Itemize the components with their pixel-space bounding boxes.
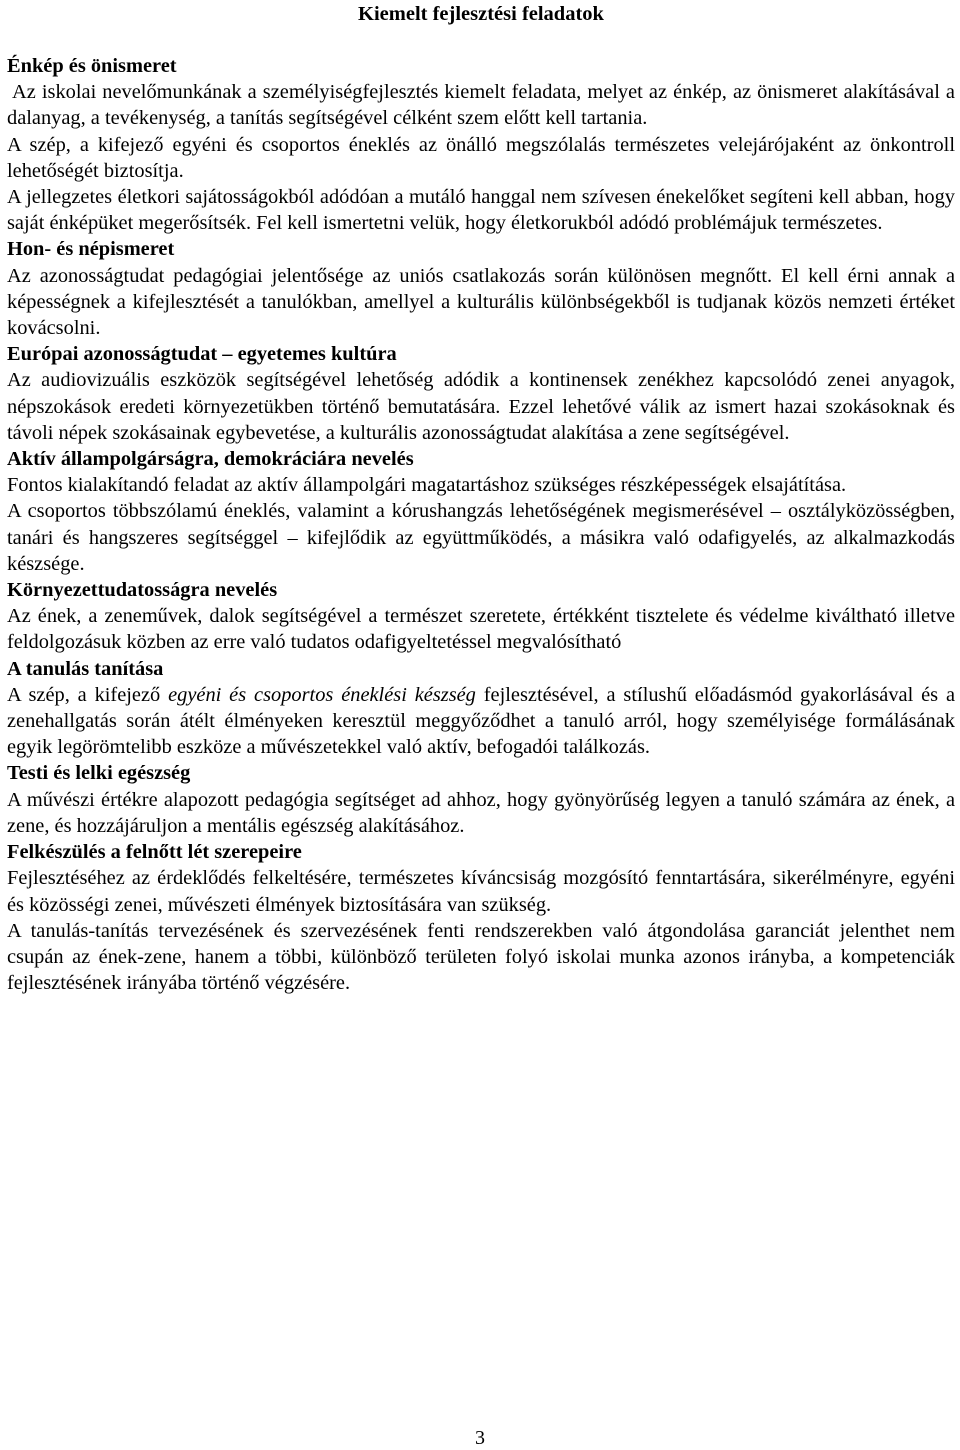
section-heading: Felkészülés a felnőtt lét szerepeire [7,841,302,864]
paragraph: Fejlesztéséhez az érdeklődés felkeltésére, természetes kíváncsiság mozgósító fenntartására, sikerélményre, egyéni és közösségi zenei, művészeti élmények biztosítására van szükség. [7,867,955,916]
paragraph: A művészi értékre alapozott pedagógia segítséget ad ahhoz, hogy gyönyörűség legyen a tanuló számára az ének, a zene, és hozzájáruljon a mentális egészség alakításához. [7,788,955,837]
section-felkeszules-felnott-let [7,839,955,996]
paragraph-text-start: A szép, a kifejező [7,683,169,706]
page-number: 3 [475,1427,485,1449]
document-page [7,0,955,996]
section-enkep [7,53,955,236]
section-heading: Európai azonosságtudat – egyetemes kultúra [7,343,397,366]
section-testi-es-lelki-egeszseg [7,760,955,839]
section-europai-azonossagtudat [7,341,955,446]
section-heading: Testi és lelki egészség [7,762,191,785]
paragraph: A csoportos többszólamú éneklés, valamint a kórushangzás lehetőségének megismerésével – osztályközösségben, tanári és hangszeres segítséggel – kifejlődik az együttműködés, a másikra való odafigyelés, az alkalmazkodás készsége. [7,500,955,575]
paragraph: Fontos kialakítandó feladat az aktív állampolgári magatartáshoz szükséges részképességek elsajátítása. [7,474,847,497]
section-kornyezettudatossag [7,577,955,656]
section-aktiv-allampolgarsag [7,446,955,577]
section-heading: Hon- és népismeret [7,238,175,261]
paragraph: A szép, a kifejező egyéni és csoportos éneklés az önálló megszólalás természetes velejárójaként az önkontroll lehetőségét biztosítja. [7,133,955,182]
paragraph-text-end: fejlesztésével, a stílushű előadásmód gyakorlásával és a zenehallgatás során átélt élményeken keresztül meggyőződhet a tanuló arról, hogy személyisége formálásának egyik legörömtelibb eszköze a művészetekkel való aktív, befogadói találkozás. [7,683,955,759]
paragraph: Az azonosságtudat pedagógiai jelentősége az uniós csatlakozás során különösen megnőtt. El kell érni annak a képességnek a kifejlesztését a tanulókban, amellyel a kulturális különbségekből is tudjanak közös nemzeti értéket kovácsolni. [7,264,955,340]
section-heading: Énkép és önismeret [7,55,177,77]
italic-phrase: egyéni és csoportos éneklési készség [168,683,476,706]
paragraph: A tanulás-tanítás tervezésének és szervezésének fenti rendszerekben való átgondolása garanciát jelenthet nem csupán az ének-zene, hanem a többi, különböző területen folyó iskolai munka azonos irányba, a kompetenciák fejlesztésének irányába történő végzésére. [7,919,955,995]
section-tanulas-tanitasa [7,656,955,761]
section-hon-es-nepismeret [7,236,955,341]
paragraph: Az ének, a zeneművek, dalok segítségével a természet szeretete, értékként tisztelete és védelme kiváltható illetve feldolgozásuk közben az erre való tudatos odafigyeltetéssel megvalósítható [7,605,955,654]
document-title: Kiemelt fejlesztési feladatok [358,3,604,25]
section-heading: Környezettudatosságra nevelés [7,579,278,602]
section-heading: A tanulás tanítása [7,657,164,680]
section-heading: Aktív állampolgárságra, demokráciára nevelés [7,448,414,471]
paragraph: Az audiovizuális eszközök segítségével lehetőség adódik a kontinensek zenékhez kapcsolódó zenei anyagok, népszokások eredeti környezetükben történő bemutatására. Ezzel lehetővé válik az ismert hazai szokásoknak és távoli népek szokásainak egybevetése, a kulturális azonosságtudat alakítása a zene segítségével. [7,369,955,444]
paragraph: A jellegzetes életkori sajátosságokból adódóan a mutáló hanggal nem szívesen énekelőket segíteni kell abban, hogy saját énképüket megerősítsék. Fel kell ismertetni velük, hogy életkorukból adódó problémájuk természetes. [7,186,955,235]
paragraph: Az iskolai nevelőmunkának a személyiségfejlesztés kiemelt feladata, melyet az énkép, az önismeret alakításával a dalanyag, a tevékenység, a tanítás segítségével célként szem előtt kell tartania. [7,81,955,130]
paragraph [7,682,955,761]
